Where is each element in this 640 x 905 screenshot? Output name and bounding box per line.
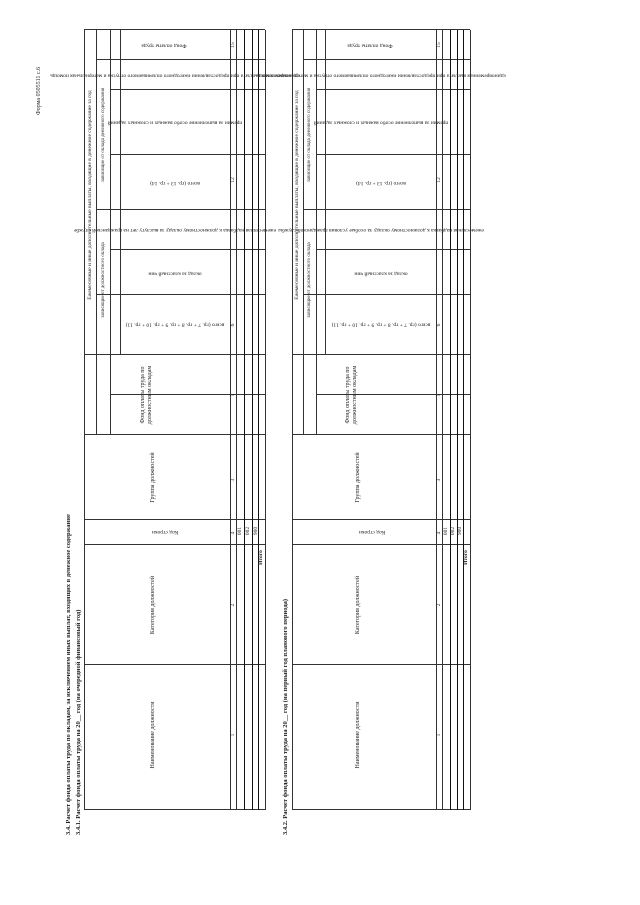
t1-h-c7: оклад за классный чин (148, 270, 202, 276)
table2-title: 3.4.2. Расчет фонда оплаты труда на 20__ год (на первый год планового периода) (282, 598, 289, 835)
t1-colnum-5: 5 (230, 393, 236, 397)
t2-h-ext: Ежемесячные и иные дополнительные выплаты, входящие в денежное содержание за год (294, 90, 300, 300)
t1-h-by-salary: зависящие от должностного оклада (101, 242, 106, 318)
t1-colnum-2: 2 (230, 603, 236, 607)
t2-colnum-4: 4 (436, 531, 442, 535)
t2-h-by-monetary: зависящие от оклада денежного содержания (307, 87, 312, 183)
t1-total-label: Итого (258, 550, 264, 565)
t1-colnum-12: 12 (230, 177, 236, 183)
t2-h-c14: единовременная выплата при предоставлении ежегодного оплачиваемого отпуска и материальная помощь (255, 72, 506, 78)
t1-h-c1: Наименование должности (150, 701, 156, 769)
t2-h-c8: ежемесячная надбавка к должностному окладу за особые условия гражданской службы (277, 226, 484, 233)
t2-colnum-15: 15 (436, 42, 442, 48)
t1-code-001: 001 (237, 526, 243, 536)
t2-h-c7: оклад за классный чин (353, 270, 408, 276)
t1-h-c15: Фонд оплаты труда (141, 42, 187, 48)
t1-h-ext: Ежемесячные и иные дополнительные выплаты, входящие в денежное содержание за год (87, 90, 93, 300)
t1-h-c2: Категория должностей (150, 575, 156, 635)
t1-h-c14: единовременная выплата при предоставлении ежегодного оплачиваемого отпуска и материальная помощь (50, 72, 300, 78)
t2-h-c13: премии за выполнение особо важных и сложных заданий (313, 119, 448, 126)
t2-colnum-6: 6 (436, 323, 442, 327)
t2-h-by-salary: зависящие от должностного оклада (307, 242, 312, 318)
t1-h-by-monetary: зависящие от оклада денежного содержания (101, 87, 106, 183)
t2-code-002: 002 (450, 526, 456, 536)
t1-h-c12: всего (гр. 13 + гр. 14) (150, 180, 200, 187)
t2-colnum-12: 12 (436, 177, 442, 183)
t2-h-c5: Фонд оплаты труда по должностным окладам (345, 365, 358, 425)
t2-code-900: 900 (457, 526, 463, 536)
t1-colnum-15: 15 (230, 42, 236, 48)
t2-total-label: Итого (463, 550, 469, 565)
t2-h-c1: Наименование должности (355, 701, 361, 769)
form-label: Форма 0505511 с.6 (36, 66, 42, 115)
t1-h-c4: Код строки (151, 529, 179, 535)
t1-h-c6: всего (гр. 7 + гр. 8 + гр. 9 + гр. 10 + гр. 11) (125, 322, 225, 328)
t1-h-c5: Фонд оплаты труда по должностным окладам (140, 365, 153, 425)
t1-colnum-6: 6 (230, 323, 236, 327)
table1-title: 3.4.1. Расчет фонда оплаты труда на 20__ год (на очередной финансовый год) (75, 609, 82, 835)
t2-colnum-1: 1 (436, 733, 442, 737)
t1-code-900: 900 (253, 526, 259, 536)
t2-code-001: 001 (443, 526, 449, 536)
t1-h-c13: премии за выполнение особо важных и сложных заданий (107, 119, 243, 126)
t2-h-c2: Категория должностей (355, 575, 361, 635)
t2-colnum-3: 3 (436, 478, 442, 482)
t1-colnum-1: 1 (230, 733, 236, 737)
section-title: 3.4. Расчет фонда оплаты труда по окладам, за исключением иных выплат, входящих в денежное содержание (65, 514, 72, 835)
t1-h-c8: ежемесячная надбавка к должностному окладу за выслугу лет на гражданской службе (74, 227, 276, 233)
t1-colnum-4: 4 (230, 531, 236, 535)
t2-h-c4: Код строки (358, 529, 386, 535)
t2-h-c12: всего (гр. 13 + гр. 14) (355, 180, 406, 187)
t2-colnum-2: 2 (436, 603, 442, 607)
t1-colnum-3: 3 (230, 478, 236, 482)
t1-code-002: 002 (245, 526, 251, 536)
t2-colnum-5: 5 (436, 393, 442, 397)
t2-h-c6: всего (гр. 7 + гр. 8 + гр. 9 + гр. 10 + гр. 11) (331, 322, 430, 328)
t2-h-c15: Фонд оплаты труда (347, 42, 393, 48)
t2-h-c3: Группа должностей (355, 452, 361, 503)
t1-h-c3b: Группа должностей (150, 452, 156, 503)
